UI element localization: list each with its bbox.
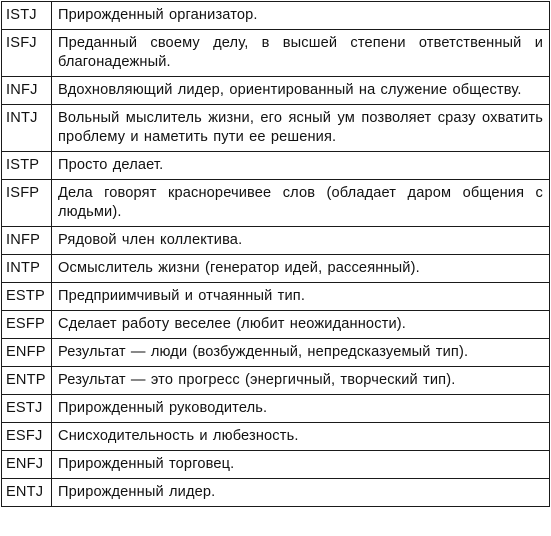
table-row [2, 479, 550, 507]
type-code-cell: ESFP [2, 311, 52, 339]
type-code-cell: ESTP [2, 283, 52, 311]
table-row [2, 395, 550, 423]
type-description-cell: Прирожденный лидер. [52, 479, 550, 507]
type-code-cell: INTJ [2, 105, 52, 152]
type-description-cell: Результат — это прогресс (энергичный, творческий тип). [52, 367, 550, 395]
type-code-cell: ENTJ [2, 479, 52, 507]
type-code-cell: INFJ [2, 77, 52, 105]
table-row [2, 180, 550, 227]
type-code-cell: ENFP [2, 339, 52, 367]
table-row [2, 255, 550, 283]
type-code-cell: ISFP [2, 180, 52, 227]
table-row [2, 311, 550, 339]
table-row [2, 451, 550, 479]
type-code-cell: ISTJ [2, 2, 52, 30]
type-description-cell: Вдохновляющий лидер, ориентированный на служение обществу. [52, 77, 550, 105]
type-description-cell: Предприимчивый и отчаянный тип. [52, 283, 550, 311]
table-row [2, 30, 550, 77]
type-description-cell: Преданный своему делу, в высшей степени ответственный и благонадежный. [52, 30, 550, 77]
table-row [2, 227, 550, 255]
type-description-cell: Снисходительность и любезность. [52, 423, 550, 451]
type-code-cell: ISFJ [2, 30, 52, 77]
type-code-cell: ESFJ [2, 423, 52, 451]
type-description-cell: Вольный мыслитель жизни, его ясный ум позволяет сразу охватить проблему и наметить пути ее решения. [52, 105, 550, 152]
table-row [2, 283, 550, 311]
table-body [2, 2, 550, 507]
type-description-cell: Рядовой член коллектива. [52, 227, 550, 255]
type-code-cell: INTP [2, 255, 52, 283]
type-description-cell: Прирожденный руководитель. [52, 395, 550, 423]
table-row [2, 152, 550, 180]
type-code-cell: INFP [2, 227, 52, 255]
type-description-cell: Осмыслитель жизни (генератор идей, рассеянный). [52, 255, 550, 283]
type-code-cell: ENTP [2, 367, 52, 395]
table-row [2, 2, 550, 30]
type-description-cell: Прирожденный организатор. [52, 2, 550, 30]
type-description-cell: Дела говорят красноречивее слов (обладает даром общения с людьми). [52, 180, 550, 227]
table-row [2, 77, 550, 105]
type-description-cell: Сделает работу веселее (любит неожиданности). [52, 311, 550, 339]
type-description-cell: Просто делает. [52, 152, 550, 180]
personality-types-table [1, 1, 550, 507]
type-description-cell: Результат — люди (возбужденный, непредсказуемый тип). [52, 339, 550, 367]
table-row [2, 367, 550, 395]
type-code-cell: ESTJ [2, 395, 52, 423]
table-row [2, 423, 550, 451]
table-row [2, 105, 550, 152]
type-description-cell: Прирожденный торговец. [52, 451, 550, 479]
type-code-cell: ISTP [2, 152, 52, 180]
type-code-cell: ENFJ [2, 451, 52, 479]
table-row [2, 339, 550, 367]
